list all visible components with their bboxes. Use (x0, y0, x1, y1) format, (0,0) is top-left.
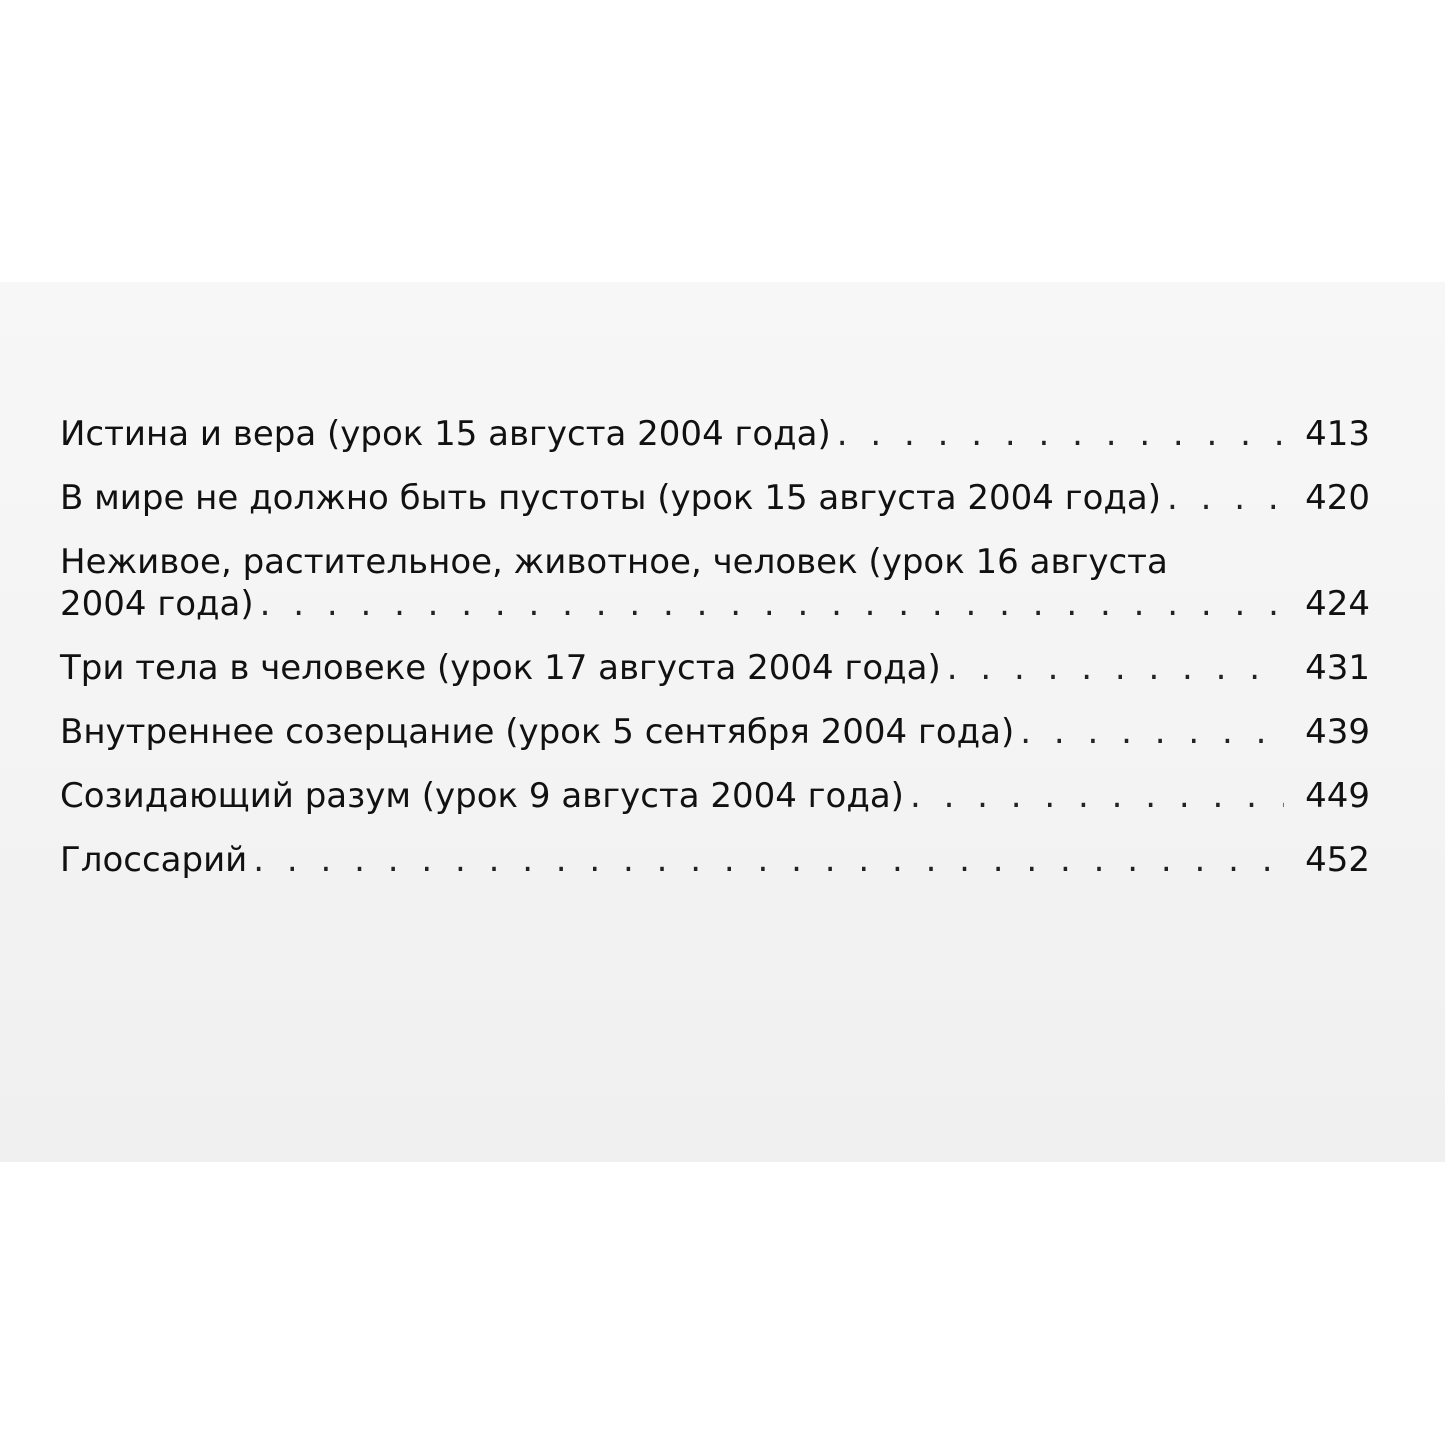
toc-entry-title: Три тела в человеке (урок 17 августа 2004 года) (60, 648, 941, 688)
table-of-contents (60, 413, 1370, 903)
toc-entry-title: Внутреннее созерцание (урок 5 сентября 2004 года) (60, 712, 1015, 752)
toc-entry (60, 541, 1370, 625)
toc-entry-page: 420 (1305, 478, 1370, 518)
toc-entry (60, 647, 1370, 689)
toc-entry-page: 449 (1305, 776, 1370, 816)
toc-entry (60, 477, 1370, 519)
toc-entry-title-line1: Неживое, растительное, животное, человек (урок 16 августа (60, 542, 1168, 582)
toc-entry (60, 775, 1370, 817)
toc-entry-title: В мире не должно быть пустоты (урок 15 августа 2004 года) (60, 478, 1162, 518)
toc-entry-title: Истина и вера (урок 15 августа 2004 года) (60, 414, 831, 454)
toc-entry-page: 431 (1305, 648, 1370, 688)
dot-leader (947, 647, 1284, 689)
toc-entry (60, 711, 1370, 753)
dot-leader (260, 583, 1284, 625)
toc-entry-line2 (60, 583, 1370, 625)
toc-entry-page: 413 (1305, 414, 1370, 454)
dot-leader (910, 775, 1284, 817)
toc-entry (60, 839, 1370, 881)
toc-entry-title-line2: 2004 года) (60, 584, 254, 624)
toc-entry-page: 424 (1305, 584, 1370, 624)
toc-entry-page: 452 (1305, 840, 1370, 880)
toc-entry-title: Глоссарий (60, 840, 248, 880)
dot-leader (1020, 711, 1284, 753)
toc-entry-page: 439 (1305, 712, 1370, 752)
toc-entry (60, 413, 1370, 455)
dot-leader (253, 839, 1284, 881)
toc-entry-title: Созидающий разум (урок 9 августа 2004 года) (60, 776, 904, 816)
dot-leader (1167, 477, 1284, 519)
dot-leader (837, 413, 1284, 455)
